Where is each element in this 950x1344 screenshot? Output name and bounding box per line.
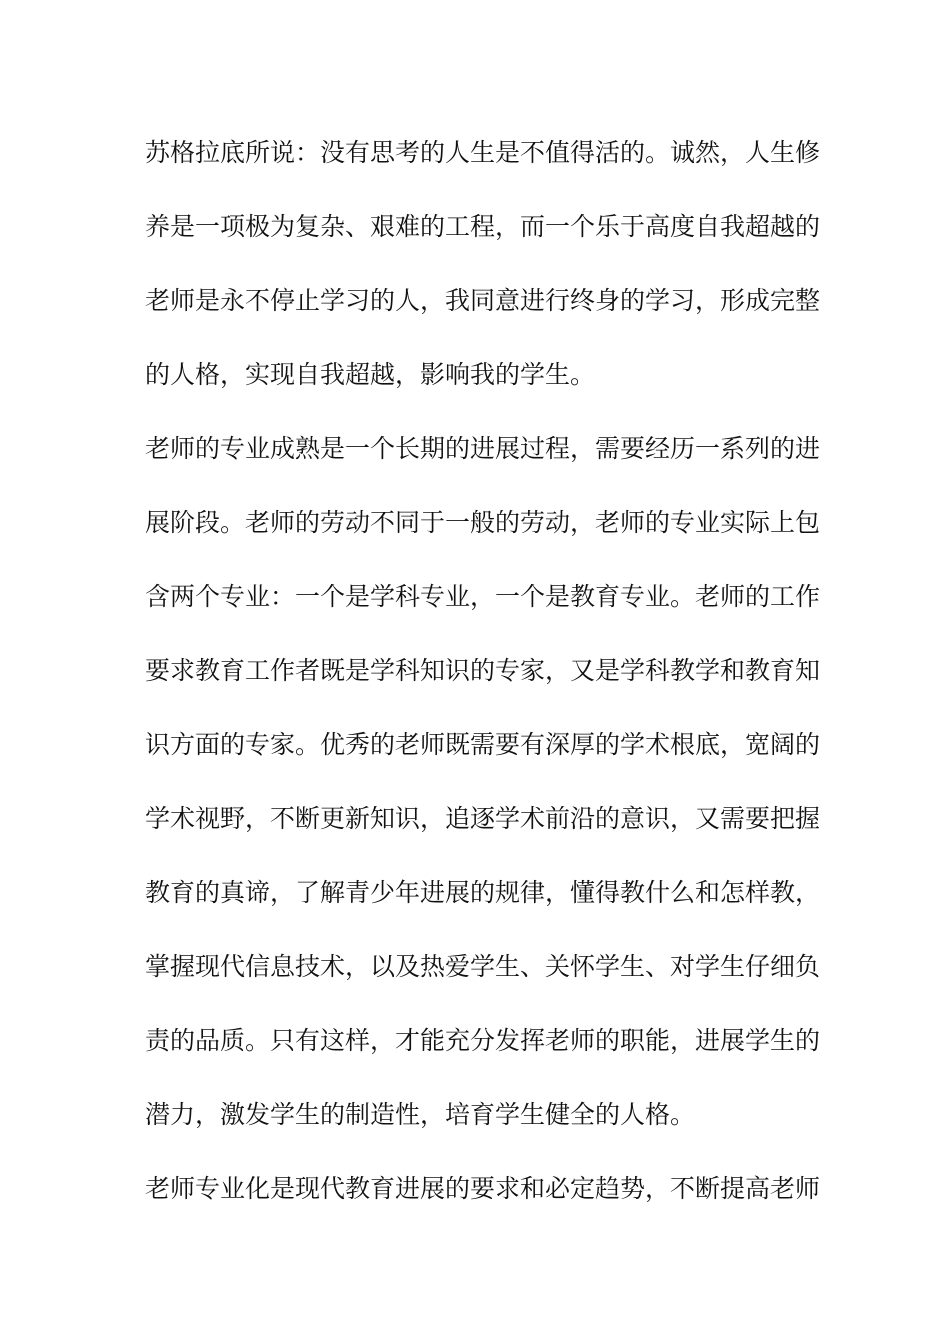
text-line-8: 要求教育工作者既是学科知识的专家，又是学科教学和教育知 <box>145 656 821 685</box>
text-line-7: 含两个专业：一个是学科专业，一个是教育专业。老师的工作 <box>145 582 821 611</box>
text-line-13: 责的品质。只有这样，才能充分发挥老师的职能，进展学生的 <box>145 1026 821 1055</box>
text-line-6: 展阶段。老师的劳动不同于一般的劳动，老师的专业实际上包 <box>145 508 821 537</box>
text-line-14: 潜力，激发学生的制造性，培育学生健全的人格。 <box>145 1100 696 1129</box>
text-line-1: 苏格拉底所说：没有思考的人生是不值得活的。诚然，人生修 <box>145 138 821 167</box>
text-line-12: 掌握现代信息技术，以及热爱学生、关怀学生、对学生仔细负 <box>145 952 821 981</box>
text-line-10: 学术视野，不断更新知识，追逐学术前沿的意识，又需要把握 <box>145 804 821 833</box>
text-line-3: 老师是永不停止学习的人，我同意进行终身的学习，形成完整 <box>145 286 821 315</box>
text-line-4: 的人格，实现自我超越，影响我的学生。 <box>145 360 596 389</box>
text-line-5: 老师的专业成熟是一个长期的进展过程，需要经历一系列的进 <box>145 434 821 463</box>
text-line-9: 识方面的专家。优秀的老师既需要有深厚的学术根底，宽阔的 <box>145 730 821 759</box>
text-line-2: 养是一项极为复杂、艰难的工程，而一个乐于高度自我超越的 <box>145 212 821 241</box>
text-line-15: 老师专业化是现代教育进展的要求和必定趋势，不断提高老师 <box>145 1174 821 1203</box>
text-line-11: 教育的真谛，了解青少年进展的规律，懂得教什么和怎样教， <box>145 878 821 907</box>
